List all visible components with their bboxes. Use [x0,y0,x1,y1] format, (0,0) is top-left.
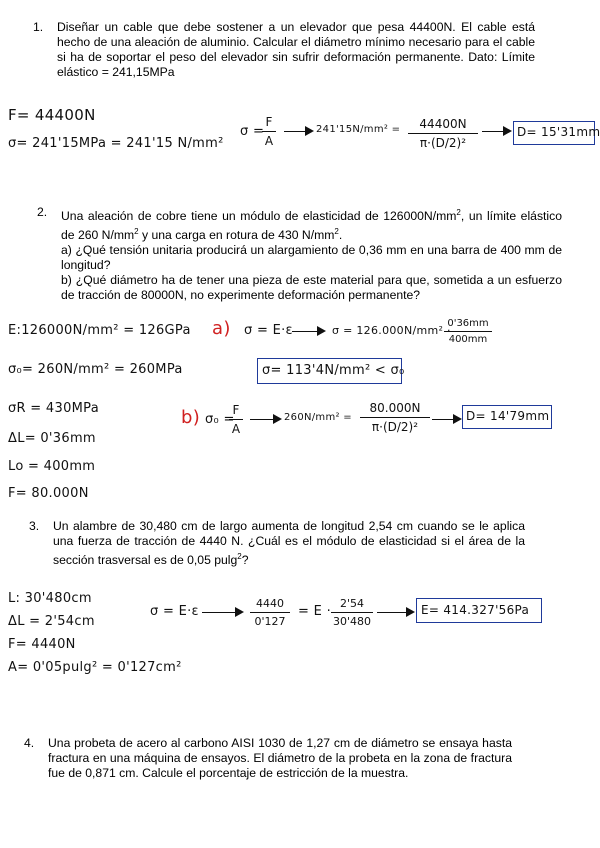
formula-lhs: σ = [240,124,265,139]
result-modulus: E= 414.327'56Pa [421,603,530,617]
part-a-formula: σ = E·ε [244,323,293,338]
problem-text: Diseñar un cable que debe sostener a un elevador que pesa 44400N. El cable está hecho de una aleación de aluminio. Calcular el diámetro mínimo necesario para el cable si ha de soportar el peso del elevador sin sufrir deformación permanente. Dato: Límite elástico = 241,15MPa [57,20,535,79]
question-a: a) ¿Qué tensión unitaria producirá un alargamiento de 0,36 mm en una barra de 400 mm de longitud? [61,243,562,273]
note-length: L: 30'480cm [8,591,92,606]
question-b: b) ¿Qué diámetro ha de tener una pieza de este material para que, sometida a un esfuerzo de tracción de 80000N, no experimente deformación permanente? [61,273,562,303]
note-force: F= 4440N [8,637,76,652]
arrow [432,419,460,420]
note-elongation: ΔL = 2'54cm [8,614,95,629]
part-a-label: a) [212,318,231,339]
part-b-formula-fraction [229,403,243,436]
numerator: 4440 [256,597,284,610]
note-initial-length: Lo = 400mm [8,459,96,474]
denominator: π·(D/2)² [419,136,467,150]
part-b-substitution-lhs: 260N/mm² = [284,412,352,423]
part-b-result: D= 14'79mm [466,409,550,423]
denominator: π·(D/2)² [371,420,419,434]
note-rupture-stress: σR = 430MPa [8,401,99,416]
problem-number: 4. [24,736,35,750]
problem-1 [33,20,535,80]
substitution-lhs: 241'15N/mm² = [316,124,401,135]
denominator: A [231,422,241,436]
arrow [250,419,280,420]
part-b-label: b) [181,407,201,428]
note-yield-stress: σ₀= 260N/mm² = 260MPa [8,362,183,377]
note-force: F= 80.000N [8,486,89,501]
arrow [377,612,413,613]
note-yield-stress: σ= 241'15MPa = 241'15 N/mm² [8,136,224,151]
numerator: 0'36mm [447,318,489,329]
arrow [284,131,312,132]
formula-fraction [262,115,276,148]
note-area: A= 0'05pulg² = 0'127cm² [8,660,182,675]
note-elongation: ΔL= 0'36mm [8,431,96,446]
numerator: F [232,403,240,417]
problem-number: 2. [37,205,48,219]
note-elastic-modulus: E:126000N/mm² = 126GPa [8,323,191,338]
part-b-formula-lhs: σ₀ = [205,412,235,427]
result-diameter: D= 15'31mm [517,125,600,139]
problem-number: 1. [33,20,44,34]
part-a-result: σ= 113'4N/mm² < σ₀ [262,363,405,378]
stress-fraction [250,597,290,628]
problem-text: Una probeta de acero al carbono AISI 1030 de 1,27 cm de diámetro se ensaya hasta fractura en una máquina de ensayos. El diámetro de la probeta en la zona de fractura fue de 0,871 cm. Calcule el porcentaje de estricción de la muestra. [48,736,512,780]
problem-number: 3. [29,519,40,533]
problem-2: 2. Una aleación de cobre tiene un módulo de elasticidad de $126000N/mm^2$, un límite elástico de 260 $N/mm^2$ y una carga en rotura de 430 $N/mm^2$. a) ¿Qué tensión unitaria producirá un alargamiento de 0,36 mm en una barra de 400 mm de longitud? b) ¿Qué diámetro ha de tener una pieza de este material para que, sometida a un esfuerzo de tracción de 80000N, no experimente deformación permanente? [37,205,562,303]
problem-4 [24,736,512,781]
denominator: 0'127 [254,615,286,628]
numerator: 2'54 [339,597,365,610]
numerator: 44400N [419,117,467,131]
denominator: A [264,134,274,148]
part-a-substitution: σ = 126.000N/mm² · [332,324,451,337]
formula: σ = E·ε [150,604,199,619]
problem-3: 3. Un alambre de 30,480 cm de largo aumenta de longitud 2,54 cm cuando se le aplica una fuerza de tracción de 4440 N. ¿Cuál es el módulo de elasticidad si el área de la sección trasversal es de 0,05 pulg$^2$? [29,519,525,568]
strain-fraction [444,318,492,345]
problem-text: Una aleación de cobre tiene un módulo de elasticidad de 126000N/mm [61,209,457,224]
substitution-fraction [408,117,478,150]
equals-e: = E · [298,604,332,619]
denominator: 400mm [448,334,488,345]
arrow [482,131,510,132]
arrow [202,612,242,613]
note-force: F= 44400N [8,106,96,124]
numerator: 80.000N [369,401,421,415]
denominator: 30'480 [332,615,372,628]
numerator: F [265,115,273,129]
problem-text: Un alambre de 30,480 cm de largo aumenta de longitud 2,54 cm cuando se le aplica una fuerza de tracción de 4440 N. ¿Cuál es el módulo de elasticidad si el área de la sección trasversal es de 0,05 pulg [53,519,525,568]
arrow [292,331,324,332]
part-b-substitution-fraction [360,401,430,434]
strain-fraction [331,597,373,628]
